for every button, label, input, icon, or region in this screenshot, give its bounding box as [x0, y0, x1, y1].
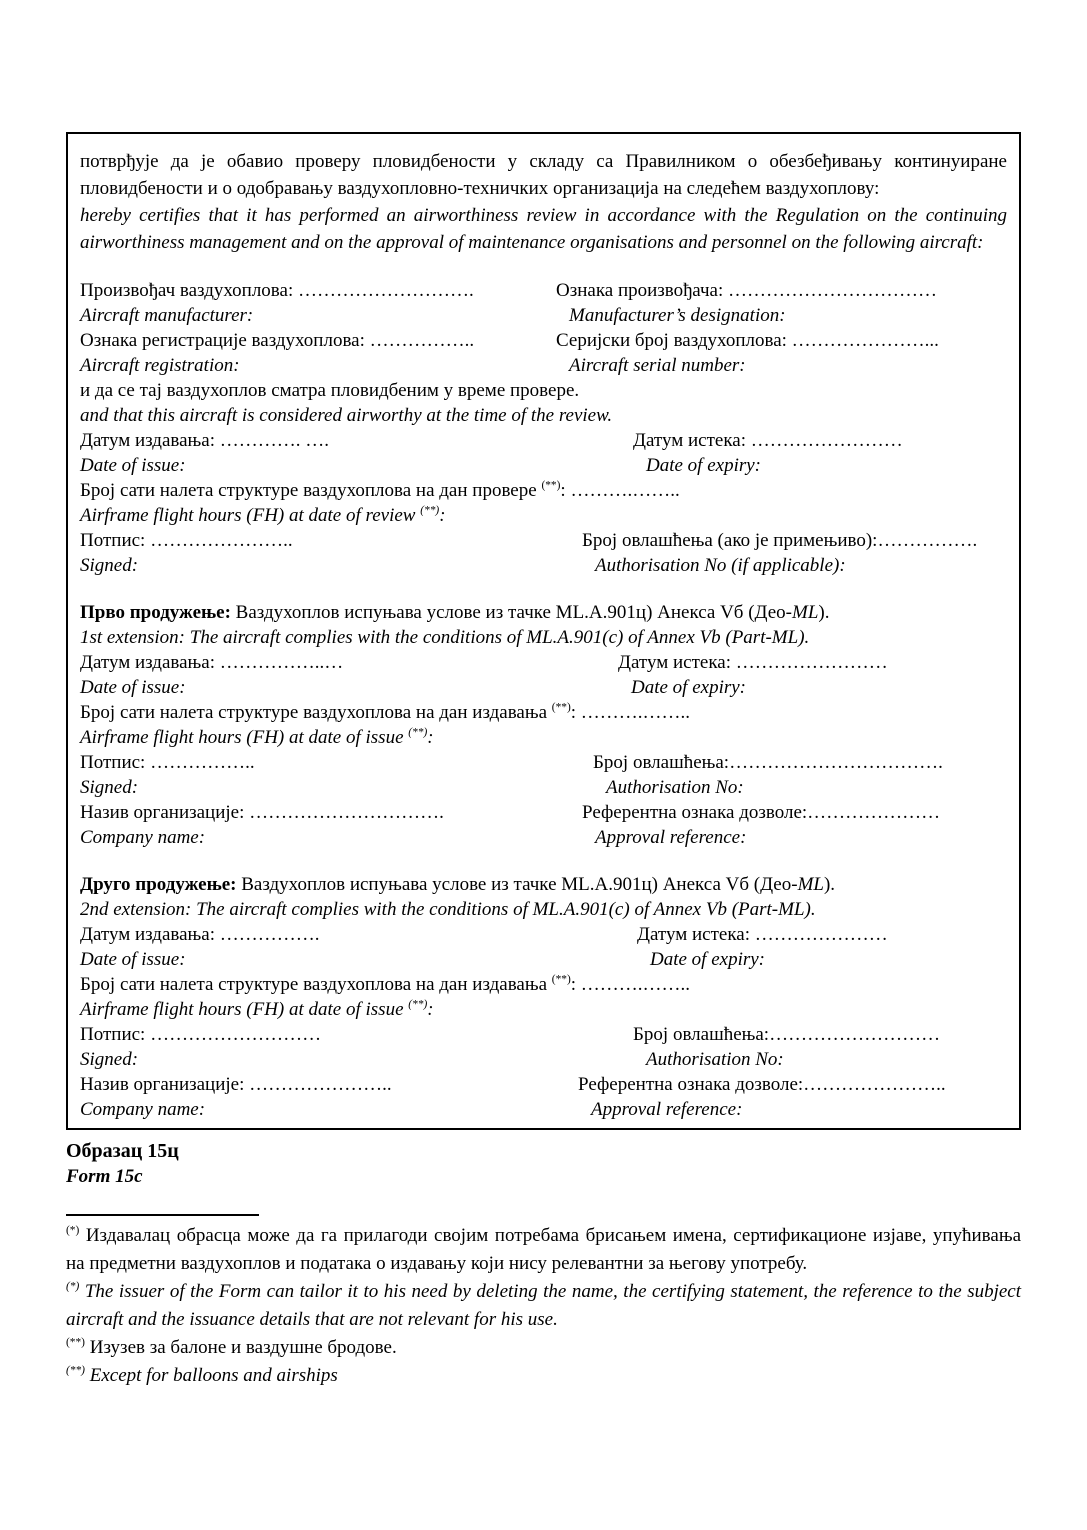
field-signed-sr: Потпис: …………………..	[80, 530, 293, 551]
review-date-row	[80, 428, 1007, 478]
ext1-heading-tail: ).	[818, 602, 830, 623]
review-airframe-hours-sr	[80, 478, 1007, 503]
certify-statement-sr: потврђује да је обавио проверу пловидбености у складу са Правилником о обезбеђивању континуиране пловидбености и о одобравању ваздухопловно-техничких организација на следећем ваздухоплову:	[80, 151, 1007, 199]
ext1-authorisation-no-en: Authorisation No:	[606, 777, 744, 798]
ext1-approval-reference-sr: Референтна ознака дозволе:…………………	[582, 802, 941, 823]
ext2-heading-en: 2nd extension: The aircraft complies with the conditions of ML.A.901(c) of Annex Vb (Part-ML).	[80, 899, 816, 920]
ext1-signed-en: Signed:	[80, 777, 139, 798]
field-date-of-expiry-sr: Датум истека: ……………………	[633, 430, 903, 451]
airworthy-statement-en: and that this aircraft is considered airworthy at the time of the review.	[80, 405, 613, 426]
ext1-heading-en: 1st extension: The aircraft complies with the conditions of ML.A.901(c) of Annex Vb (Part-ML).	[80, 627, 810, 648]
double-asterisk-footnote-marker: (**)	[66, 1336, 85, 1349]
field-authorisation-no-en: Authorisation No (if applicable):	[595, 555, 846, 576]
ext1-signature-row	[80, 750, 1007, 800]
registration-serial-row	[80, 328, 1007, 378]
double-asterisk-footnote-marker: (**)	[408, 726, 428, 739]
footnote-balloons-en	[66, 1362, 1021, 1390]
ext2-date-row	[80, 922, 1007, 972]
review-airframe-hours-en	[80, 503, 1007, 528]
certificate-box	[66, 132, 1021, 1130]
ext2-date-of-expiry-en: Date of expiry:	[650, 949, 766, 970]
ext2-airframe-hours-dots: : ……….……..	[570, 974, 691, 995]
ext2-heading-bold: Друго продужење:	[80, 874, 237, 895]
double-asterisk-footnote-marker: (**)	[66, 1364, 85, 1377]
ext2-date-of-issue-en: Date of issue:	[80, 949, 186, 970]
ext2-company-row	[80, 1072, 1007, 1122]
airframe-hours-text: Број сати налета структуре ваздухоплова на дан провере	[80, 480, 542, 501]
footnote-issuer-en	[66, 1278, 1021, 1334]
ext2-company-name-sr: Назив организације: …………………..	[80, 1074, 392, 1095]
form-number-sr: Образац 15ц	[66, 1140, 179, 1162]
airworthy-statement-sr: и да се тај ваздухоплов сматра пловидбеним у време провере.	[80, 380, 580, 401]
double-asterisk-footnote-marker: (**)	[408, 998, 428, 1011]
ext2-date-of-expiry-sr: Датум истека: …………………	[637, 924, 888, 945]
ext1-approval-reference-en: Approval reference:	[595, 827, 747, 848]
ext1-airframe-hours-sr	[80, 700, 1007, 725]
ext2-airframe-hours-sr	[80, 972, 1007, 997]
ext2-date-of-issue-sr: Датум издавања: …………….	[80, 924, 320, 945]
ext1-date-of-issue-sr: Датум издавања: ……………..…	[80, 652, 344, 673]
ext1-authorisation-no-sr: Број овлашћења:…………………………….	[593, 752, 943, 773]
field-signed-en: Signed:	[80, 555, 139, 576]
field-date-of-issue-en: Date of issue:	[80, 455, 186, 476]
ext1-date-of-issue-en: Date of issue:	[80, 677, 186, 698]
ext2-heading-sr	[80, 872, 1007, 897]
ext2-airframe-hours-text-en: Airframe flight hours (FH) at date of issue	[80, 999, 409, 1020]
footnote-issuer-en-text: The issuer of the Form can tailor it to his need by deleting the name, the certifying statement, the reference to the subject aircraft and the issuance details that are not relevant for his use.	[66, 1281, 1022, 1330]
ext1-heading-sr	[80, 600, 1007, 625]
airframe-hours-dots: : ……….……..	[560, 480, 680, 501]
ext2-authorisation-no-en: Authorisation No:	[646, 1049, 784, 1070]
ext1-heading-text: Ваздухоплов испуњава услове из тачке ML.A.901ц) Анекса Vб (Део-	[230, 602, 792, 623]
manufacturer-designation-row	[80, 278, 1007, 328]
airframe-hours-colon-en: :	[439, 505, 446, 526]
field-manufacturer-designation-en: Manufacturer’s designation:	[569, 305, 786, 326]
ext1-date-of-expiry-sr: Датум истека: ……………………	[618, 652, 888, 673]
form-number-en: Form 15c	[66, 1166, 143, 1187]
field-date-of-issue-sr: Датум издавања: …………. ….	[80, 430, 330, 451]
field-aircraft-registration-sr: Ознака регистрације ваздухоплова: ……………..	[80, 330, 475, 351]
field-authorisation-no-sr: Број овлашћења (ако је примењиво):…………….	[582, 530, 978, 551]
footnote-balloons-en-text: Except for balloons and airships	[89, 1365, 338, 1386]
airframe-hours-text-en: Airframe flight hours (FH) at date of review	[80, 505, 421, 526]
asterisk-footnote-marker: (*)	[66, 1280, 80, 1293]
ext1-heading-bold: Прво продужење:	[80, 602, 231, 623]
ext2-company-name-en: Company name:	[80, 1099, 206, 1120]
footnote-issuer-sr	[66, 1222, 1021, 1278]
ext2-airframe-hours-text: Број сати налета структуре ваздухоплова на дан издавања	[80, 974, 552, 995]
field-manufacturer-designation-sr: Ознака произвођача: ……………………………	[556, 280, 938, 301]
ext2-heading-tail: ).	[823, 874, 836, 895]
ext1-date-row	[80, 650, 1007, 700]
double-asterisk-footnote-marker: (**)	[541, 479, 561, 492]
ext1-airframe-hours-colon-en: :	[427, 727, 434, 748]
ext2-authorisation-no-sr: Број овлашћења:………………………	[633, 1024, 941, 1045]
field-aircraft-manufacturer-en: Aircraft manufacturer:	[80, 305, 254, 326]
ext1-company-name-en: Company name:	[80, 827, 206, 848]
certify-statement-en: hereby certifies that it has performed an airworthiness review in accordance with the Regulation on the continuing airworthiness management and on the approval of maintenance organisations and personnel on the following aircraft:	[80, 205, 1007, 253]
footnote-balloons-sr	[66, 1334, 1021, 1362]
ext1-airframe-hours-text: Број сати налета структуре ваздухоплова на дан издавања	[80, 702, 552, 723]
ext2-approval-reference-sr: Референтна ознака дозволе:…………………..	[578, 1074, 946, 1095]
ext1-heading-ml: ML	[792, 602, 819, 623]
double-asterisk-footnote-marker: (**)	[551, 973, 571, 986]
ext2-heading-ml: ML	[797, 874, 824, 895]
ext2-signed-sr: Потпис: ………………………	[80, 1024, 322, 1045]
ext2-signed-en: Signed:	[80, 1049, 139, 1070]
field-aircraft-registration-en: Aircraft registration:	[80, 355, 240, 376]
footnote-issuer-sr-text: Издавалац обрасца може да га прилагоди својим потребама брисањем имена, сертификационе изјаве, упућивања на предметни ваздухоплов и података о издавању који нису релевантни за његову употребу.	[66, 1225, 1022, 1274]
ext2-airframe-hours-en	[80, 997, 1007, 1022]
ext2-heading-text: Ваздухоплов испуњава услове из тачке ML.A.901ц) Анекса Vб (Део-	[236, 874, 798, 895]
ext1-airframe-hours-dots: : ……….……..	[570, 702, 691, 723]
field-aircraft-manufacturer-sr: Произвођач ваздухоплова: ……………………….	[80, 280, 474, 301]
ext1-date-of-expiry-en: Date of expiry:	[631, 677, 747, 698]
ext1-company-name-sr: Назив организације: ………………………….	[80, 802, 444, 823]
ext2-signature-row	[80, 1022, 1007, 1072]
footnotes	[66, 1214, 1021, 1390]
ext1-airframe-hours-en	[80, 725, 1007, 750]
double-asterisk-footnote-marker: (**)	[420, 504, 440, 517]
double-asterisk-footnote-marker: (**)	[551, 701, 571, 714]
field-date-of-expiry-en: Date of expiry:	[646, 455, 762, 476]
ext1-company-row	[80, 800, 1007, 850]
asterisk-footnote-marker: (*)	[66, 1224, 80, 1237]
ext2-approval-reference-en: Approval reference:	[591, 1099, 743, 1120]
ext1-airframe-hours-text-en: Airframe flight hours (FH) at date of issue	[80, 727, 409, 748]
ext2-airframe-hours-colon-en: :	[427, 999, 434, 1020]
review-signature-row	[80, 528, 1007, 578]
field-aircraft-serial-sr: Серијски број ваздухоплова: …………………...	[556, 330, 939, 351]
footnote-balloons-sr-text: Изузев за балоне и ваздушне бродове.	[89, 1337, 397, 1358]
ext1-signed-sr: Потпис: ……………..	[80, 752, 255, 773]
field-aircraft-serial-en: Aircraft serial number:	[569, 355, 746, 376]
footnote-separator-rule	[66, 1214, 259, 1216]
